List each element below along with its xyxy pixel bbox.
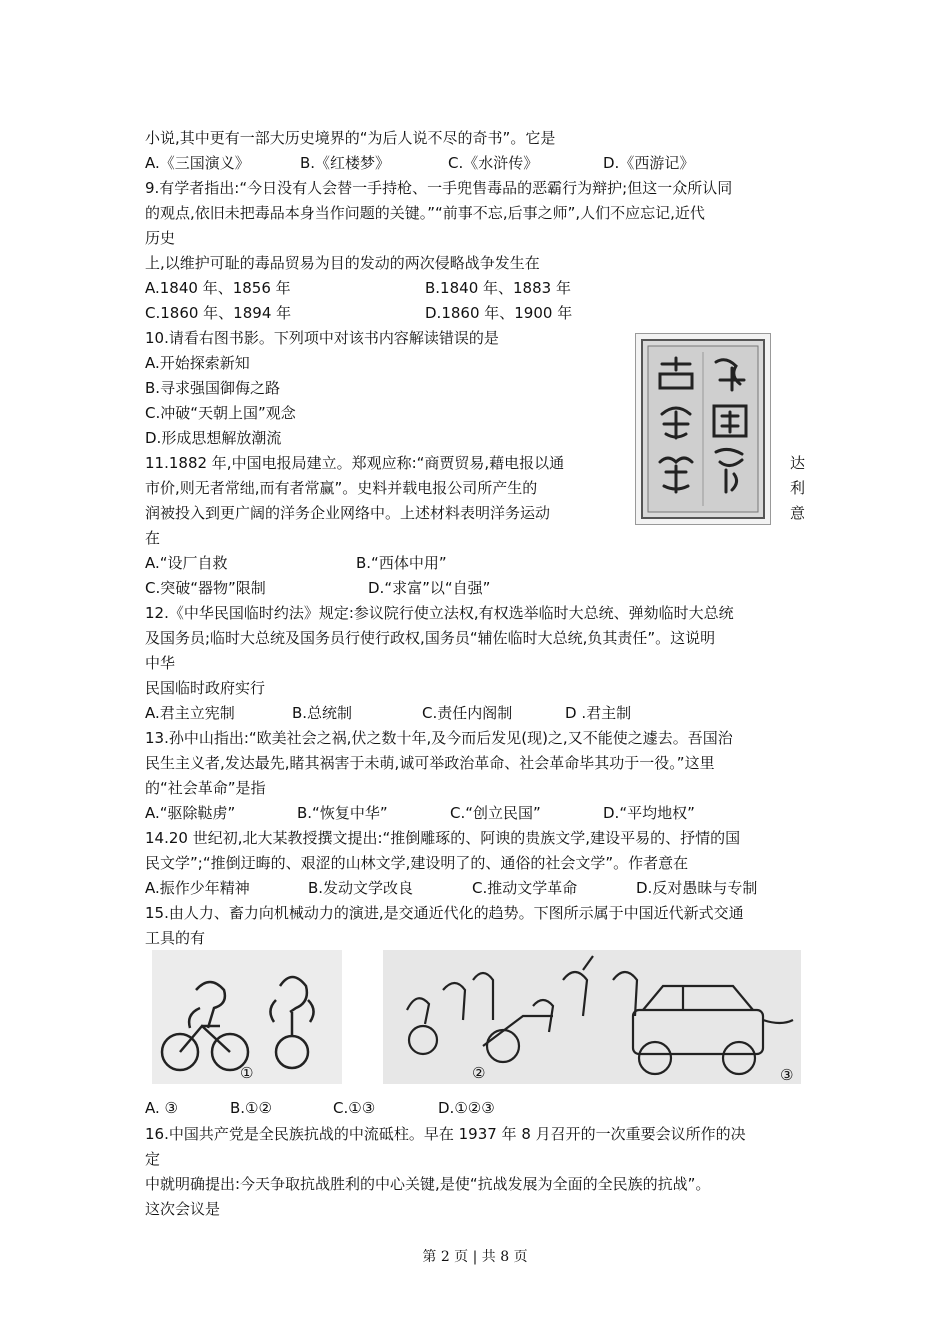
q8-option-a: A.《三国演义》 [145, 154, 250, 172]
q14-option-d: D.反对愚昧与专制 [636, 879, 758, 897]
q14-option-c: C.推动文学革命 [472, 879, 578, 897]
q9-option-b: B.1840 年、1883 年 [425, 279, 571, 297]
q16-stem-line4: 这次会议是 [145, 1200, 221, 1218]
q16-stem-line3: 中就明确提出:今天争取抗战胜利的中心关键,是使“抗战发展为全面的全民族的抗战”。 [145, 1175, 711, 1193]
q9-option-c: C.1860 年、1894 年 [145, 304, 292, 322]
q9-stem-line1: 9.有学者指出:“今日没有人会替一手持枪、一手兜售毒品的恶霸行为辩护;但这一众所认同 [145, 179, 733, 197]
q15-option-c: C.①③ [333, 1099, 376, 1117]
q8-option-c: C.《水浒传》 [448, 154, 539, 172]
fig-label-2: ② [472, 1064, 486, 1082]
fig-label-3: ③ [780, 1066, 794, 1084]
q13-option-b: B.“恢复中华” [297, 804, 388, 822]
q10-option-d: D.形成思想解放潮流 [145, 429, 282, 447]
q12-option-c: C.责任内阁制 [422, 704, 513, 722]
q8-stem-cont: 小说,其中更有一部大历史境界的“为后人说不尽的奇书”。它是 [145, 129, 556, 147]
q14-option-a: A.振作少年精神 [145, 879, 250, 897]
q8-option-d: D.《西游记》 [603, 154, 695, 172]
transport-figure-bicycles [152, 950, 342, 1084]
q11-stem-line1-tail: 达 [790, 454, 806, 472]
q11-option-c: C.突破“器物”限制 [145, 579, 266, 597]
q12-option-b: B.总统制 [292, 704, 353, 722]
q16-stem-line2: 定 [145, 1150, 161, 1168]
q16-stem-line1: 16.中国共产党是全民族抗战的中流砥柱。早在 1937 年 8 月召开的一次重要会议所作的决 [145, 1125, 746, 1143]
q12-option-d: D .君主制 [565, 704, 632, 722]
q12-stem-line3: 中华 [145, 654, 176, 672]
q13-option-a: A.“驱除鞑虏” [145, 804, 236, 822]
q13-stem-line2: 民生主义者,发达最先,睹其祸害于未萌,诚可举政治革命、社会革命毕其功于一役。”这里 [145, 754, 715, 772]
q15-stem-line2: 工具的有 [145, 929, 206, 947]
q9-stem-line4: 上,以维护可耻的毒品贸易为目的发动的两次侵略战争发生在 [145, 254, 540, 272]
book-cover-image [635, 333, 771, 525]
q15-option-a: A. ③ [145, 1099, 178, 1117]
q12-stem-line1: 12.《中华民国临时约法》规定:参议院行使立法权,有权选举临时大总统、弹劾临时大总统 [145, 604, 734, 622]
q14-stem-line1: 14.20 世纪初,北大某教授撰文提出:“推倒雕琢的、阿谀的贵族文学,建设平易的、抒情的国 [145, 829, 741, 847]
q11-stem-line1: 11.1882 年,中国电报局建立。郑观应称:“商贾贸易,藉电报以通 [145, 454, 565, 472]
q11-option-b: B.“西体中用” [356, 554, 447, 572]
q15-option-d: D.①②③ [438, 1099, 495, 1117]
q11-option-d: D.“求富”以“自强” [368, 579, 491, 597]
q12-stem-line4: 民国临时政府实行 [145, 679, 266, 697]
q9-stem-line2: 的观点,依旧未把毒品本身当作问题的关键。”“前事不忘,后事之师”,人们不应忘记,近代 [145, 204, 705, 222]
q9-option-d: D.1860 年、1900 年 [425, 304, 573, 322]
transport-figure-street [383, 950, 801, 1084]
q11-stem-line2: 市价,则无者常绌,而有者常赢”。史料并载电报公司所产生的 [145, 479, 538, 497]
page-footer: 第 2 页 | 共 8 页 [422, 1249, 528, 1265]
q14-stem-line2: 民文学”;“推倒迂晦的、艰涩的山林文学,建设明了的、通俗的社会文学”。作者意在 [145, 854, 689, 872]
q13-stem-line1: 13.孙中山指出:“欧美社会之祸,伏之数十年,及今而后发见(现)之,又不能使之遽去。吾国治 [145, 729, 733, 747]
q15-option-b: B.①② [230, 1099, 272, 1117]
q11-stem-line4: 在 [145, 529, 161, 547]
q12-option-a: A.君主立宪制 [145, 704, 235, 722]
q13-stem-line3: 的“社会革命”是指 [145, 779, 266, 797]
q9-option-a: A.1840 年、1856 年 [145, 279, 291, 297]
q10-option-b: B.寻求强国御侮之路 [145, 379, 281, 397]
q10-stem: 10.请看右图书影。下列项中对该书内容解读错误的是 [145, 329, 499, 347]
q12-stem-line2: 及国务员;临时大总统及国务员行使行政权,国务员“辅佐临时大总统,负其责任”。这说明 [145, 629, 716, 647]
q11-stem-line2-tail: 利 [790, 479, 806, 497]
q10-option-a: A.开始探索新知 [145, 354, 250, 372]
q11-stem-line3-tail: 意 [790, 504, 806, 522]
q13-option-d: D.“平均地权” [603, 804, 695, 822]
q9-stem-line3: 历史 [145, 229, 176, 247]
q11-stem-line3: 润被投入到更广阔的洋务企业网络中。上述材料表明洋务运动 [145, 504, 551, 522]
fig-label-1: ① [240, 1064, 254, 1082]
q15-stem-line1: 15.由人力、畜力向机械动力的演进,是交通近代化的趋势。下图所示属于中国近代新式交通 [145, 904, 744, 922]
q11-option-a: A.“设厂自救 [145, 554, 228, 572]
q14-option-b: B.发动文学改良 [308, 879, 414, 897]
q10-option-c: C.冲破“天朝上国”观念 [145, 404, 296, 422]
q13-option-c: C.“创立民国” [450, 804, 541, 822]
q8-option-b: B.《红楼梦》 [300, 154, 391, 172]
